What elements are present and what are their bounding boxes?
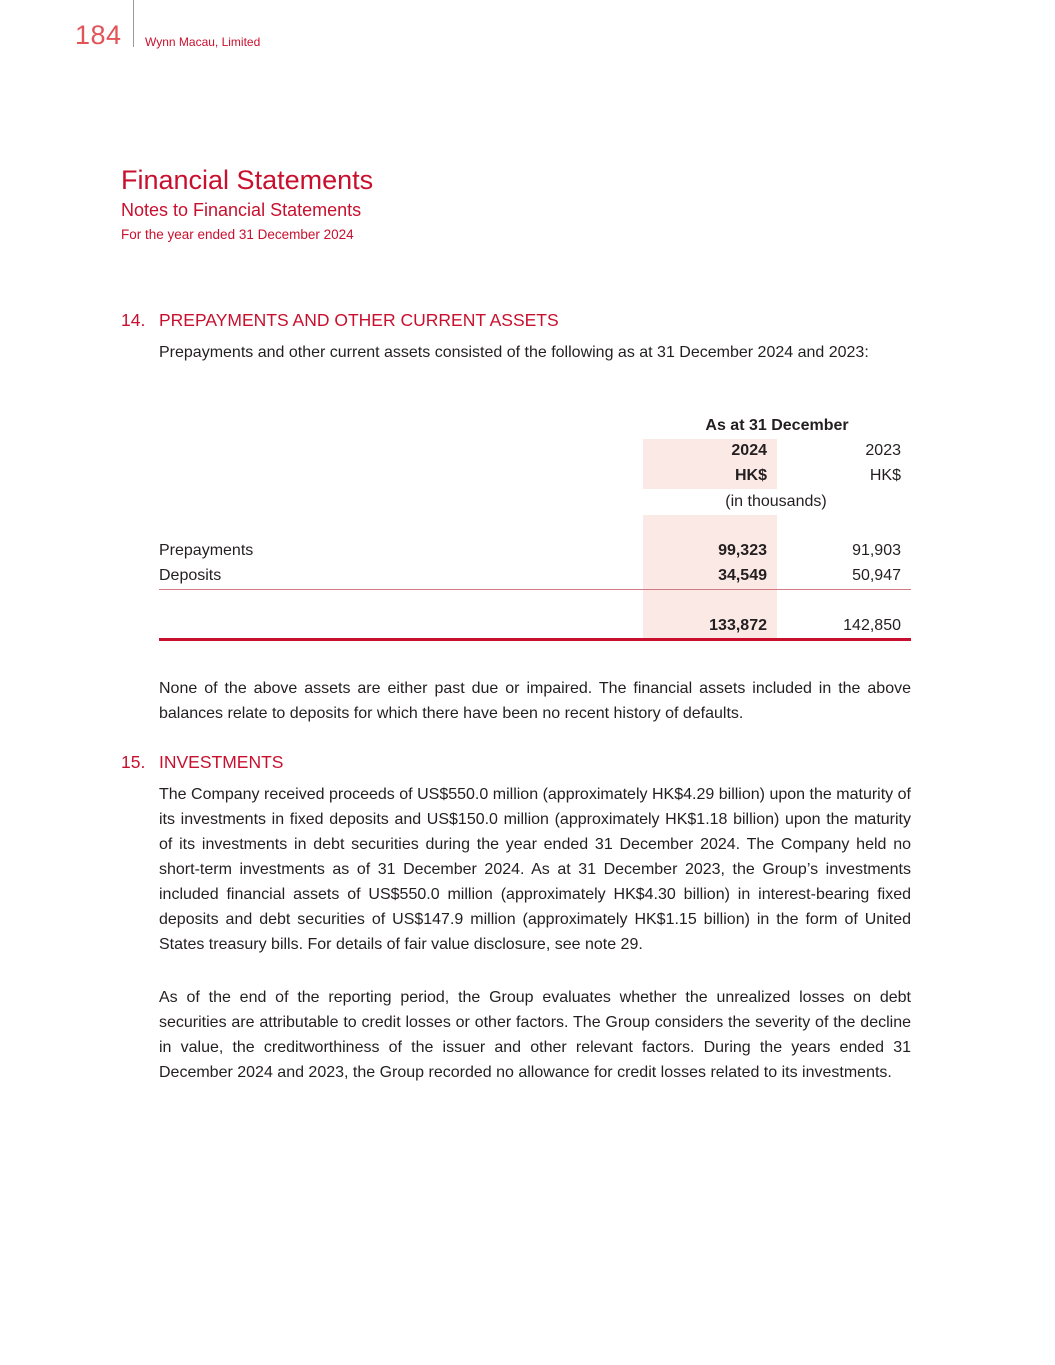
row-label-prepayments: Prepayments <box>159 542 254 559</box>
row-label-deposits: Deposits <box>159 567 222 584</box>
reporting-period: For the year ended 31 December 2024 <box>121 227 354 242</box>
total-2024: 133,872 <box>709 617 767 634</box>
header-divider <box>133 0 134 47</box>
total-2023: 142,850 <box>843 617 901 634</box>
row-deposits-2024: 34,549 <box>718 567 767 584</box>
subtotal-rule <box>159 589 911 590</box>
page-subtitle: Notes to Financial Statements <box>121 200 362 220</box>
row-deposits-2023: 50,947 <box>852 567 901 584</box>
row-prepayments-2024: 99,323 <box>718 542 767 559</box>
page-title: Financial Statements <box>121 165 374 195</box>
section-number: 15. <box>121 752 146 772</box>
table-unit: (in thousands) <box>725 493 827 510</box>
table-group-header: As at 31 December <box>705 417 849 434</box>
col-2023-currency: HK$ <box>869 467 901 484</box>
page-number: 184 <box>75 20 122 50</box>
section-14-heading <box>121 310 559 331</box>
section-title: INVESTMENTS <box>159 752 284 772</box>
row-prepayments-2023: 91,903 <box>852 542 901 559</box>
col-2023-year: 2023 <box>865 442 901 459</box>
section-15-paragraph-1: The Company received proceeds of US$550.0 million (approximately HK$4.29 billion) upon the maturity of its investments in fixed deposits and US$150.0 million (approximately HK$1.18 billion) upon the maturity of its investments in debt securities during the year ended 31 December 2024. The Company held no short-term investments as of 31 December 2024. As at 31 December 2023, the Group’s investments included financial assets of US$550.0 million (approximately HK$4.30 billion) in interest-bearing fixed deposits and debt securities of US$147.9 million (approximately HK$1.15 billion) in the form of United States treasury bills. For details of fair value disclosure, see note 29. <box>159 786 911 953</box>
total-rule <box>159 638 911 641</box>
col-2024-year: 2024 <box>731 442 767 459</box>
section-15-heading <box>121 752 283 773</box>
section-15-paragraph-2: As of the end of the reporting period, the Group evaluates whether the unrealized losses on debt securities are attributable to credit losses or other factors. The Group considers the severity of the decline in value, the creditworthiness of the issuer and other relevant factors. During the years ended 31 December 2024 and 2023, the Group recorded no allowance for credit losses related to its investments. <box>159 989 911 1081</box>
section-14-note: None of the above assets are either past due or impaired. The financial assets included in the above balances relate to deposits for which there have been no recent history of defaults. <box>159 680 911 722</box>
company-name: Wynn Macau, Limited <box>145 35 261 49</box>
col-2024-currency: HK$ <box>734 467 767 484</box>
section-title: PREPAYMENTS AND OTHER CURRENT ASSETS <box>159 310 559 330</box>
section-14-intro: Prepayments and other current assets consisted of the following as at 31 December 2024 and 2023: <box>159 344 869 361</box>
section-number: 14. <box>121 310 146 330</box>
